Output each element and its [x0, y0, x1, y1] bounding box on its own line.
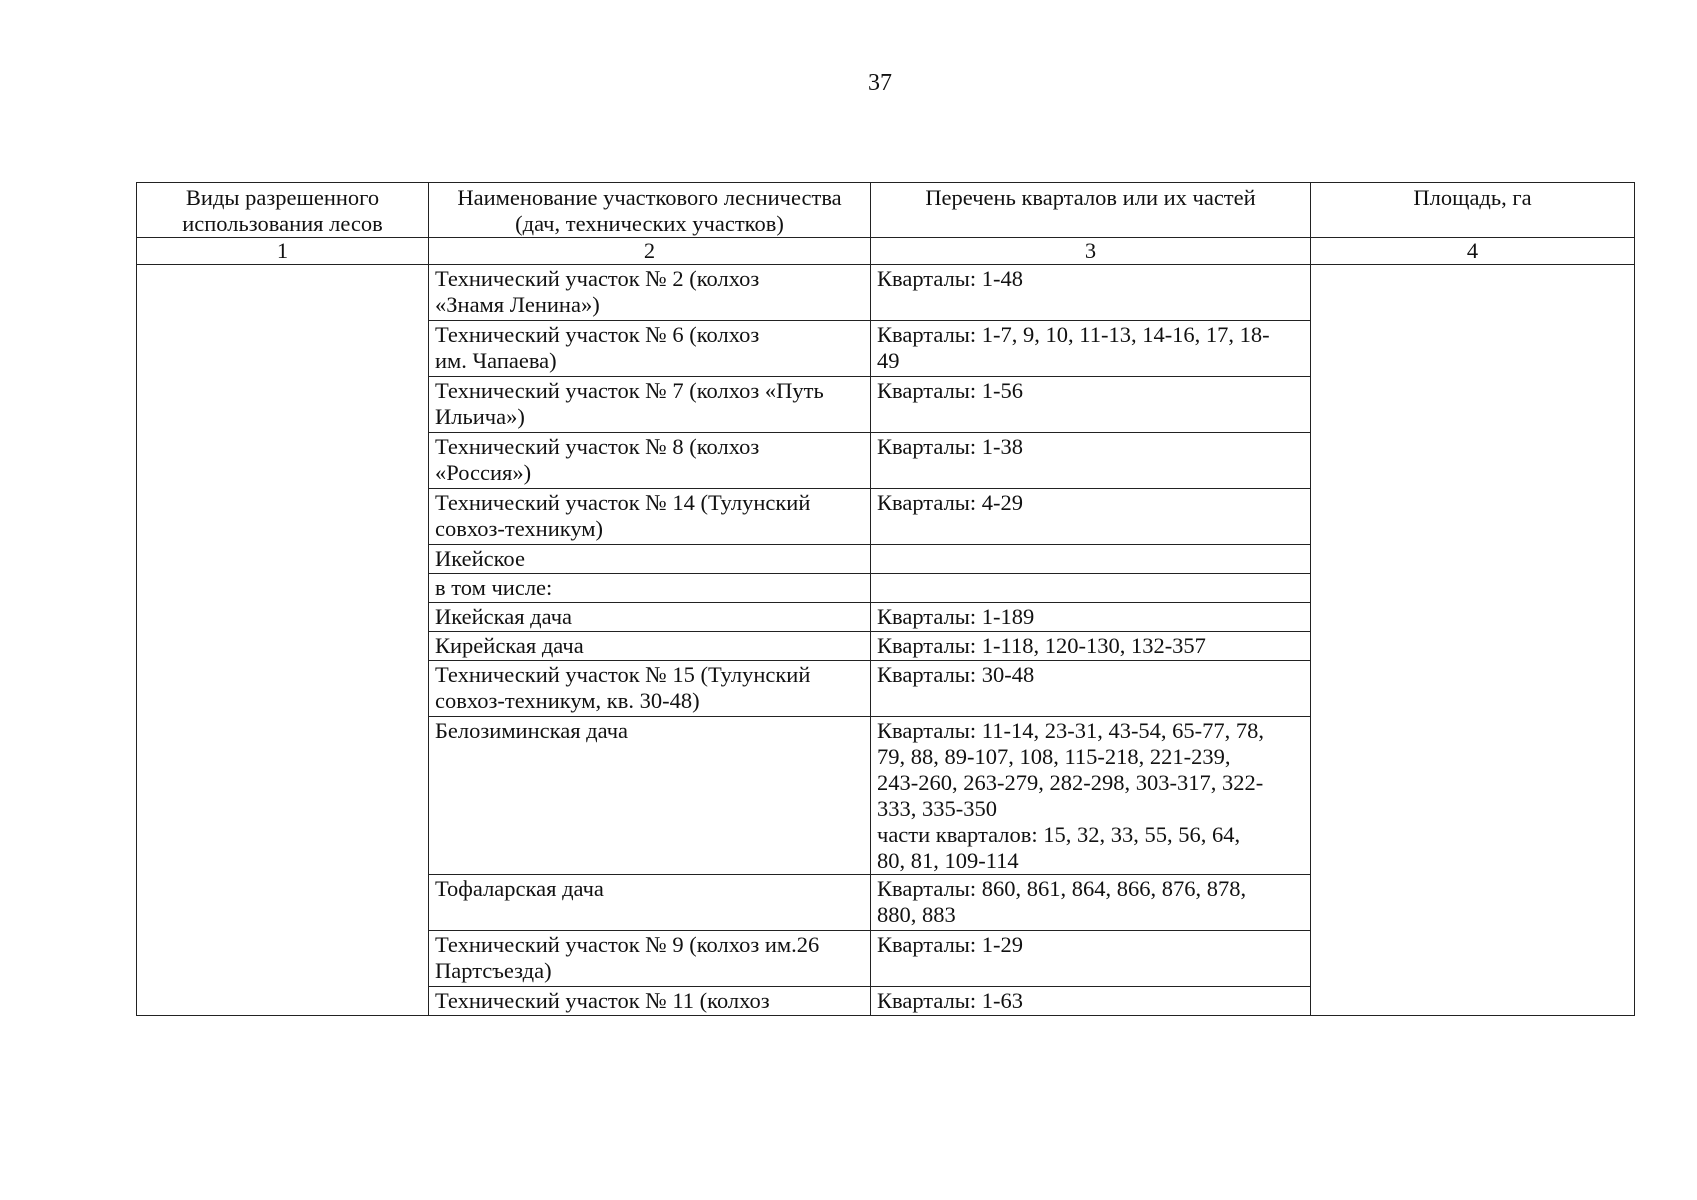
forestry-name-cell: Технический участок № 11 (колхоз — [429, 987, 871, 1016]
page-number: 37 — [868, 70, 892, 96]
quarters-cell: Кварталы: 1-189 — [871, 603, 1311, 632]
quarters-cell: Кварталы: 1-48 — [871, 265, 1311, 321]
forestry-name-cell: Белозиминская дача — [429, 717, 871, 875]
forestry-name-cell: Икейская дача — [429, 603, 871, 632]
quarters-cell: Кварталы: 1-56 — [871, 377, 1311, 433]
forestry-name-cell: Технический участок № 2 (колхоз «Знамя Ленина») — [429, 265, 871, 321]
quarters-cell: Кварталы: 1-63 — [871, 987, 1311, 1016]
forestry-name-cell: Технический участок № 9 (колхоз им.26 Партсъезда) — [429, 931, 871, 987]
quarters-cell: Кварталы: 4-29 — [871, 489, 1311, 545]
header-quarters-list: Перечень кварталов или их частей — [871, 183, 1311, 238]
column-number: 2 — [429, 238, 871, 265]
column-number-row — [137, 238, 1635, 265]
header-forestry-name: Наименование участкового лесничества (дач, технических участков) — [429, 183, 871, 238]
column-number: 4 — [1311, 238, 1635, 265]
quarters-cell — [871, 574, 1311, 603]
quarters-cell: Кварталы: 1-29 — [871, 931, 1311, 987]
area-cell — [1311, 265, 1635, 1016]
header-use-type: Виды разрешенного использования лесов — [137, 183, 429, 238]
column-number: 1 — [137, 238, 429, 265]
forestry-name-cell: Технический участок № 6 (колхоз им. Чапаева) — [429, 321, 871, 377]
forestry-name-cell: Кирейская дача — [429, 632, 871, 661]
quarters-cell: Кварталы: 1-38 — [871, 433, 1311, 489]
forestry-name-cell: в том числе: — [429, 574, 871, 603]
quarters-cell: Кварталы: 11-14, 23-31, 43-54, 65-77, 78, 79, 88, 89-107, 108, 115-218, 221-239, 243-260, 263-279, 282-298, 303-317, 322- 333, 335-350 части кварталов: 15, 32, 33, 55, 56, 64, 80, 81, 109-114 — [871, 717, 1311, 875]
forestry-name-cell: Технический участок № 8 (колхоз «Россия») — [429, 433, 871, 489]
header-area: Площадь, га — [1311, 183, 1635, 238]
forestry-name-cell: Технический участок № 15 (Тулунский совхоз-техникум, кв. 30-48) — [429, 661, 871, 717]
forestry-name-cell: Технический участок № 7 (колхоз «Путь Ильича») — [429, 377, 871, 433]
forest-use-table — [136, 182, 1635, 1016]
quarters-cell: Кварталы: 860, 861, 864, 866, 876, 878, 880, 883 — [871, 875, 1311, 931]
quarters-cell: Кварталы: 1-118, 120-130, 132-357 — [871, 632, 1311, 661]
use-type-cell — [137, 265, 429, 1016]
column-number: 3 — [871, 238, 1311, 265]
quarters-cell: Кварталы: 30-48 — [871, 661, 1311, 717]
table-header-row — [137, 183, 1635, 238]
forestry-name-cell: Технический участок № 14 (Тулунский совхоз-техникум) — [429, 489, 871, 545]
quarters-cell: Кварталы: 1-7, 9, 10, 11-13, 14-16, 17, 18- 49 — [871, 321, 1311, 377]
forestry-name-cell: Икейское — [429, 545, 871, 574]
forestry-name-cell: Тофаларская дача — [429, 875, 871, 931]
table-row — [137, 265, 1635, 321]
quarters-cell — [871, 545, 1311, 574]
